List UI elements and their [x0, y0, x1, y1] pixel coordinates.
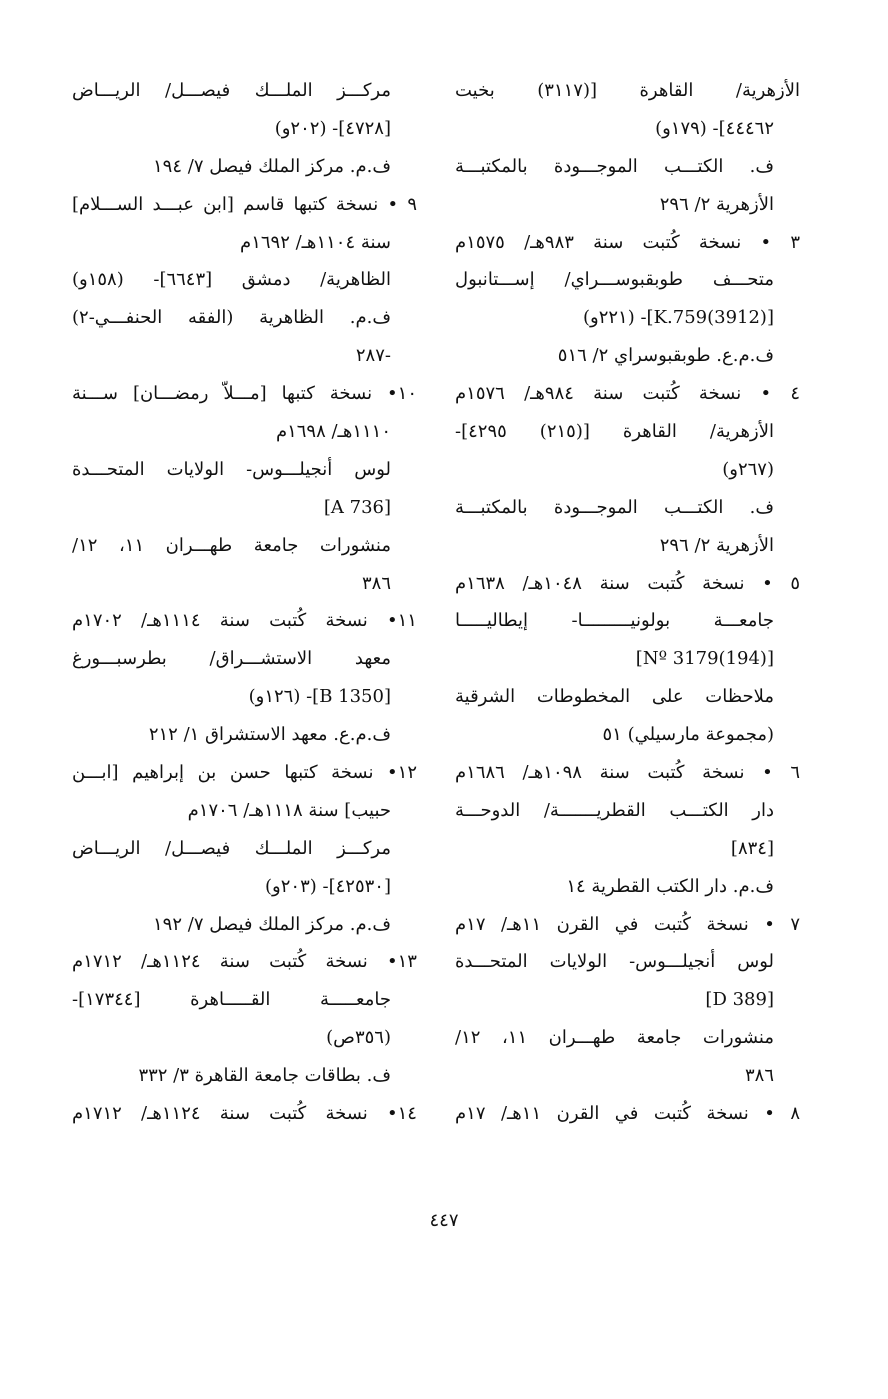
entry-heading: ٨ • نسخة كُتبت في القرن ١١هـ/ ١٧م: [455, 1103, 800, 1125]
entry-heading: ٣ • نسخة كُتبت سنة ٩٨٣هـ/ ١٥٧٥م: [455, 231, 800, 253]
text-line: (٣٥٦ص): [326, 1027, 391, 1049]
entry-heading: ١٣• نسخة كُتبت سنة ١١٢٤هـ/ ١٧١٢م: [72, 951, 417, 973]
text-line: ف.م. دار الكتب القطرية ١٤: [566, 875, 774, 897]
text-line: [٤٢٥٣٠]- (٢٠٣و): [265, 875, 391, 897]
text-line: منشورات جامعة طهـــران ١١، ١٢/: [72, 534, 392, 556]
text-line: [D 389]: [705, 989, 774, 1011]
text-line: [٤٧٢٨]- (٢٠٢و): [274, 117, 391, 139]
text-line: جامعـــــة القـــــاهرة [١٧٣٤٤]-: [72, 989, 391, 1011]
text-line: ف.م. مركز الملك فيصل ٧/ ١٩٤: [153, 155, 391, 177]
page-number: ٤٤٧: [429, 1210, 459, 1231]
text-line: جامعـــة بولونيـــــــــا- إيطاليـــــا: [455, 610, 774, 632]
text-line: الأزهرية/ القاهرة [(٢١٥) ٤٢٩٥]-: [455, 421, 774, 443]
entry-heading: ٥ • نسخة كُتبت سنة ١٠٤٨هـ/ ١٦٣٨م: [455, 572, 800, 594]
text-line: لوس أنجيلـــوس- الولايات المتحـــدة: [72, 458, 391, 480]
text-line: حبيب] سنة ١١١٨هـ/ ١٧٠٦م: [187, 799, 391, 821]
right-column: [455, 72, 800, 1133]
text-line: [٨٣٤]: [730, 837, 774, 859]
text-line: ملاحظات على المخطوطات الشرقية: [455, 686, 774, 708]
text-line: ١١١٠هـ/ ١٦٩٨م: [275, 421, 391, 443]
text-line: ف. الكتـــب الموجـــودة بالمكتبـــة: [455, 155, 774, 177]
text-line: ف. الكتـــب الموجـــودة بالمكتبـــة: [455, 496, 774, 518]
text-line: [A 736]: [323, 496, 391, 518]
text-line: الأزهرية ٢/ ٢٩٦: [659, 193, 774, 215]
text-line: (مجموعة مارسيلي) ٥١: [602, 724, 774, 746]
text-line: ف.م.ع. معهد الاستشراق ١/ ٢١٢: [148, 724, 391, 746]
entry-heading: ١٠• نسخة كتبها [مـــلاّ رمضـــان] ســـنة: [72, 383, 417, 405]
text-line: معهد الاستشـــراق/ بطرسبـــورغ: [72, 648, 391, 670]
entry-heading: ٤ • نسخة كُتبت سنة ٩٨٤هـ/ ١٥٧٦م: [455, 383, 800, 405]
text-line: سنة ١١٠٤هـ/ ١٦٩٢م: [240, 231, 391, 253]
text-line: الأزهرية/ القاهرة [(٣١١٧) بخيت: [455, 80, 800, 101]
text-line: ف. بطاقات جامعة القاهرة ٣/ ٣٣٢: [138, 1065, 391, 1087]
entry-heading: ٦ • نسخة كُتبت سنة ١٠٩٨هـ/ ١٦٨٦م: [455, 762, 800, 784]
entry-heading: ٧ • نسخة كُتبت في القرن ١١هـ/ ١٧م: [455, 913, 800, 935]
text-line: الأزهرية ٢/ ٢٩٦: [659, 534, 774, 556]
text-line: [K.759(3912)]- (٢٢١و): [582, 307, 774, 329]
text-line: دار الكتـــب القطريـــــــة/ الدوحـــة: [455, 799, 774, 821]
text-line: ف.م.ع. طوبقبوسراي ٢/ ٥١٦: [557, 345, 774, 367]
text-line: ف.م. مركز الملك فيصل ٧/ ١٩٢: [153, 913, 391, 935]
entry-heading: ١٤• نسخة كُتبت سنة ١١٢٤هـ/ ١٧١٢م: [72, 1103, 417, 1125]
left-column: [72, 72, 417, 1133]
text-line: [B 1350]- (١٢٦و): [248, 686, 391, 708]
text-line: ف.م. الظاهرية (الفقه الحنفـــي-٢): [72, 307, 391, 329]
text-line: -٢٨٧: [355, 345, 391, 367]
text-line: الظاهرية/ دمشق [٦٦٤٣]- (١٥٨و): [72, 269, 391, 291]
text-line: مركـــز الملـــك فيصـــل/ الريـــاض: [72, 837, 391, 859]
text-line: لوس أنجيلـــوس- الولايات المتحـــدة: [455, 951, 774, 973]
text-line: متحـــف طوبقبوســـراي/ إســـتانبول: [455, 269, 774, 291]
entry-heading: ١١• نسخة كُتبت سنة ١١١٤هـ/ ١٧٠٢م: [72, 610, 417, 632]
text-line: ٣٨٦: [361, 572, 391, 594]
text-line: (٢٦٧و): [722, 458, 774, 480]
text-line: ٣٨٦: [744, 1065, 774, 1087]
text-line: مركـــز الملـــك فيصـــل/ الريـــاض: [72, 80, 391, 101]
text-line: منشورات جامعة طهـــران ١١، ١٢/: [455, 1027, 775, 1049]
entry-heading: ١٢• نسخة كتبها حسن بن إبراهيم [ابـــن: [72, 762, 417, 784]
text-line: [Nº 3179(194)]: [635, 648, 774, 670]
entry-heading: ٩ • نسخة كتبها قاسم [ابن عبـــد الســـلام]: [72, 193, 417, 215]
text-line: ٤٤٤٦٢]- (١٧٩و): [655, 117, 774, 139]
